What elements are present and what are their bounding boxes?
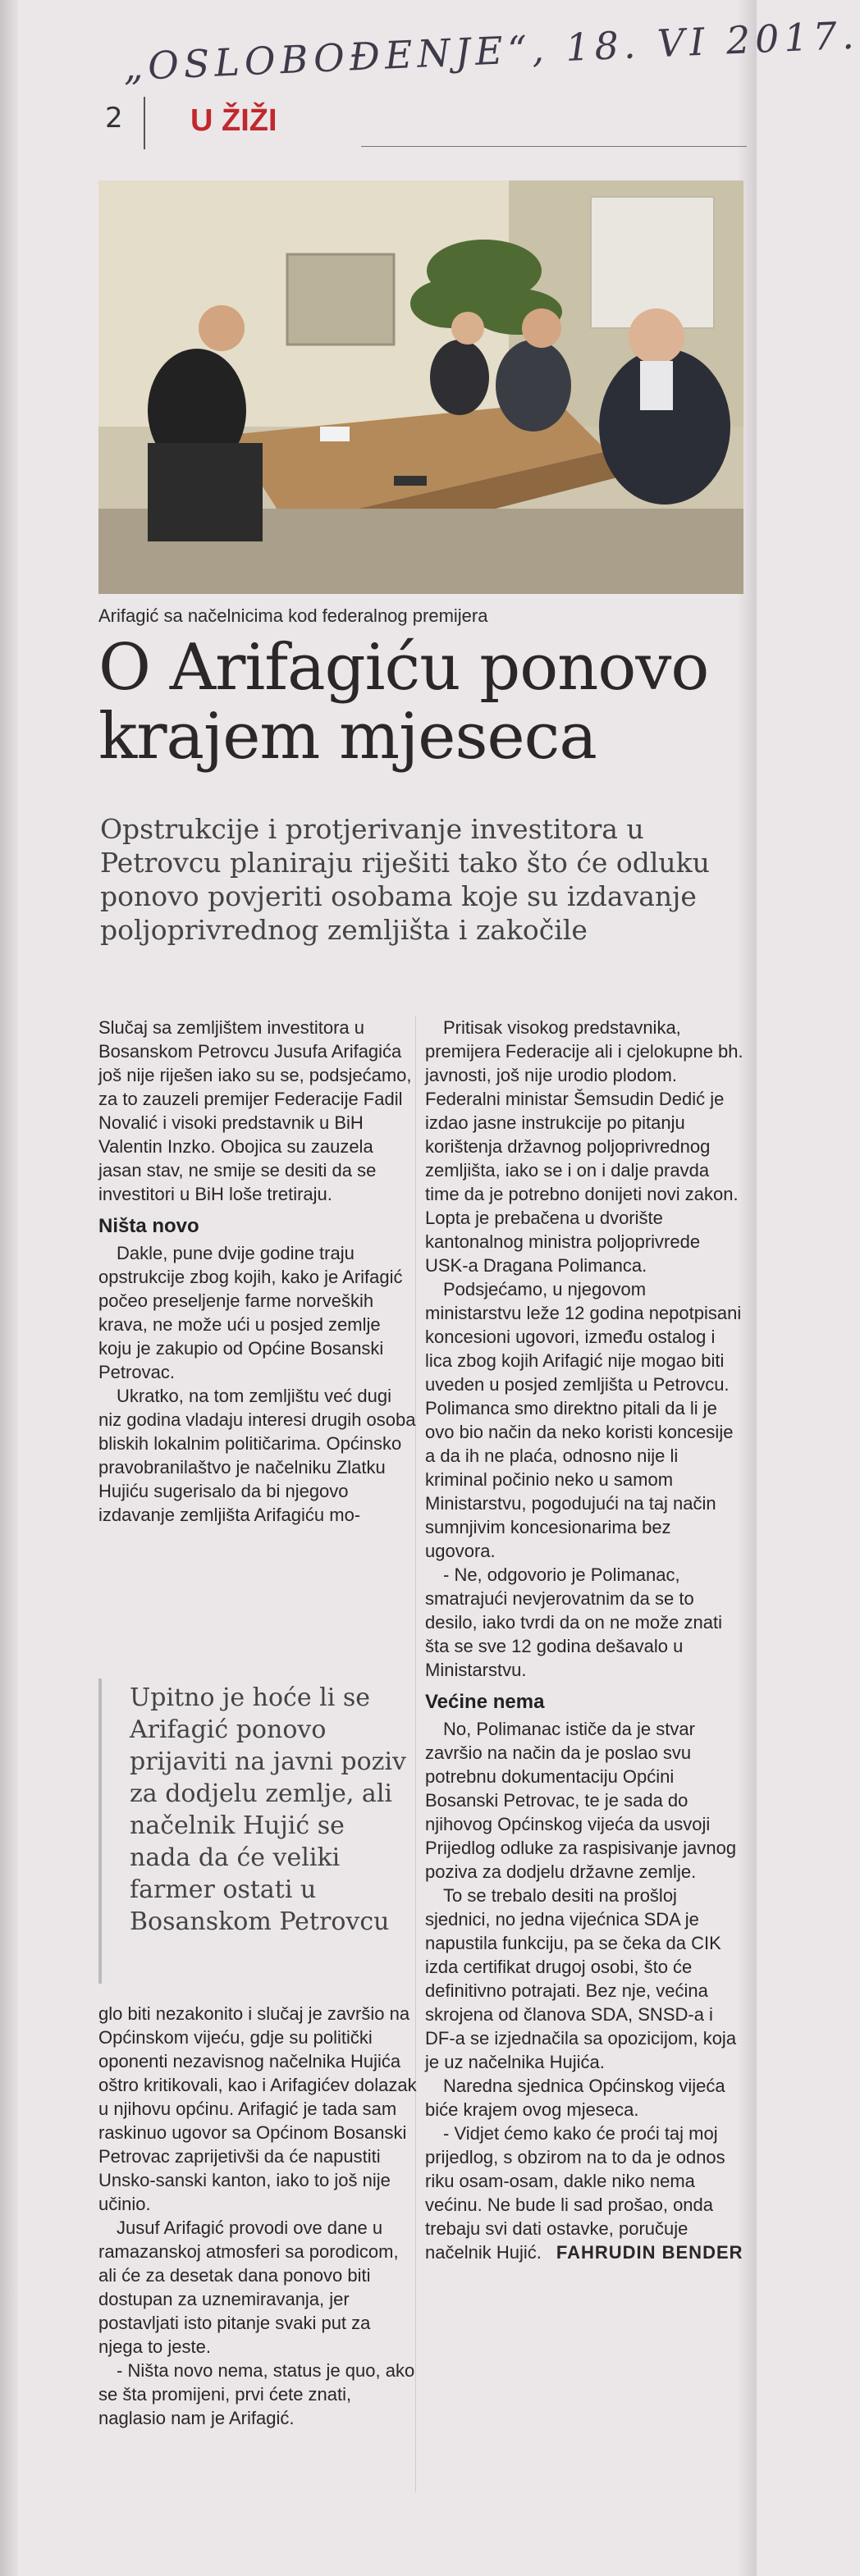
header-rule — [361, 146, 747, 147]
left-paragraph-4: Jusuf Arifagić provodi ove dane u ramazanskoj atmosferi sa porodicom, ali će za desetak dana ponovo biti dostupan za uznemiravanja, jer postavljati isto pitanje svaki put za njega to jeste. — [98, 2217, 399, 2357]
handwritten-source-note: „OSLOBOĐENJE“, 18. VI 2017. — [122, 12, 860, 89]
meeting-photo-illustration — [98, 180, 743, 594]
right-paragraph-6: Naredna sjednica Općinskog vijeća biće krajem ovog mjeseca. — [425, 2076, 725, 2120]
headline-line-1: O Arifagiću ponovo — [98, 631, 709, 705]
right-paragraph-7-text: - Vidjet ćemo kako će proći taj moj prijedlog, s obzirom na to da je odnos riku osam-osam, dakle niko nema većinu. Ne bude li sad prošao, onda trebaju svi dati ostavke, poručuje načelnik Hujić. — [425, 2123, 725, 2263]
photo-caption: Arifagić sa načelnicima kod federalnog premijera — [98, 605, 488, 626]
left-paragraph-1: Dakle, pune dvije godine traju opstrukcije zbog kojih, kako je Arifagić počeo preseljenje farme norveških krava, ne može ući u posjed zemlje koju je zakupio od Općine Bosanski Petrovac. — [98, 1243, 403, 1382]
left-paragraph-3: glo biti nezakonito i slučaj je završio na Općinskom vijeću, gdje su politički oponenti nezavisnog načelnika Hujića oštro kritikovali, kao i Arifagićev dolazak u njihovu općinu. Arifagić je tada sam raskinuo ugovor sa Općinom Bosanski Petrovac zaprijetivši da će napustiti Unsko-sanski kanton, iako to još nije učinio. — [98, 2003, 417, 2214]
header-divider — [144, 97, 145, 149]
meeting-photo — [98, 180, 743, 594]
page-number: 2 — [105, 102, 123, 135]
left-paragraph-2: Ukratko, na tom zemljištu već dugi niz godina vladaju interesi drugih osoba bliskih lokalnim političarima. Općinsko pravobranilaštvo je načelniku Zlatku Hujiću sugerisalo da bi njegovo izdavanje zemljišta Arifagiću mo- — [98, 1386, 416, 1525]
pull-quote-bar — [98, 1679, 102, 1984]
subhead-vecine-nema: Većine nema — [425, 1691, 545, 1713]
intro-paragraph: Slučaj sa zemljištem investitora u Bosanskom Petrovcu Jusufa Arifagića još nije riješen iako su se, podsjećamo, za to zauzeli premijer Federacije Fadil Novalić i visoki predstavnik u BiH Valentin Inzko. Obojica su zauzela jasan stav, ne smije se desiti da se investitori u BiH loše tretiraju. — [98, 1017, 412, 1204]
headline — [98, 631, 747, 774]
headline-line-2: krajem mjeseca — [98, 700, 597, 774]
right-paragraph-3: - Ne, odgovorio je Polimanac, smatrajući nevjerovatnim da se to desilo, iako tvrdi da on ne može znati šta se sve 12 godina dešavalo u Ministarstvu. — [425, 1564, 722, 1680]
lead-paragraph: Opstrukcije i protjerivanje investitora u Petrovcu planiraju riješiti tako što će odluku ponovo povjeriti osobama koje su izdavanje poljoprivrednog zemljišta i zakočile — [100, 813, 710, 946]
right-paragraph-5: To se trebalo desiti na prošloj sjednici, no jedna vijećnica SDA je napustila funkciju, pa se čeka da CIK izda certifikat drugoj osobi, što će definitivno potrajati. Bez nje, većina skrojena od članova SDA, SNSD-a i DF-a se izjednačila sa opozicijom, koja je uz načelnika Hujića. — [425, 1885, 737, 2072]
scan-edge-left — [0, 0, 18, 2576]
left-column-top — [98, 1016, 419, 1527]
right-paragraph-7 — [425, 2122, 745, 2264]
right-paragraph-4: No, Polimanac ističe da je stvar završio na način da je poslao svu potrebnu dokumentaciju Općini Bosanski Petrovac, te je sada do njihovog Općinskog vijeća da usvoji Prijedlog odluke za raspisivanje javnog poziva za dodjelu državne zemlje. — [425, 1719, 737, 1882]
section-title: U ŽIŽI — [190, 103, 277, 138]
right-paragraph-1: Pritisak visokog predstavnika, premijera Federacije ali i cjelokupne bh. javnosti, još nije urodio plodom. Federalni ministar Šemsudin Dedić je izdao jasne instrukcije po pitanju korištenja državnog poljoprivrednog zemljišta, iako se i on i dalje pravda time da je potrebno donijeti novi zakon. Lopta je prebačena u dvorište kantonalnog ministra poljoprivrede USK-a Dragana Polimanca. — [425, 1017, 743, 1276]
right-paragraph-2: Podsjećamo, u njegovom ministarstvu leže 12 godina nepotpisani koncesioni ugovori, između ostalog i lica zbog kojih Arifagić nije mogao biti uveden u posjed zemljišta u Petrovcu. Polimanca smo direktno pitali da li je ovo bio način da neko koristi koncesije a da ih ne plaća, odnosno nije li kriminal počinio neko u samom Ministarstvu, pogodujući na taj način sumnjivim koncesionarima bez ugovora. — [425, 1279, 742, 1561]
left-column-bottom — [98, 2002, 419, 2430]
right-column — [425, 1016, 745, 2264]
left-paragraph-5: - Ništa novo nema, status je quo, ako se šta promijeni, prvi ćete znati, naglasio nam je Arifagić. — [98, 2360, 415, 2428]
byline: FAHRUDIN BENDER — [556, 2242, 743, 2263]
pull-quote: Upitno je hoće li se Arifagić ponovo prijaviti na javni poziv za dodjelu zemlje, ali načelnik Hujić se nada da će veliki farmer ostati u Bosanskom Petrovcu — [130, 1683, 407, 1936]
subhead-nista-novo: Ništa novo — [98, 1215, 199, 1237]
